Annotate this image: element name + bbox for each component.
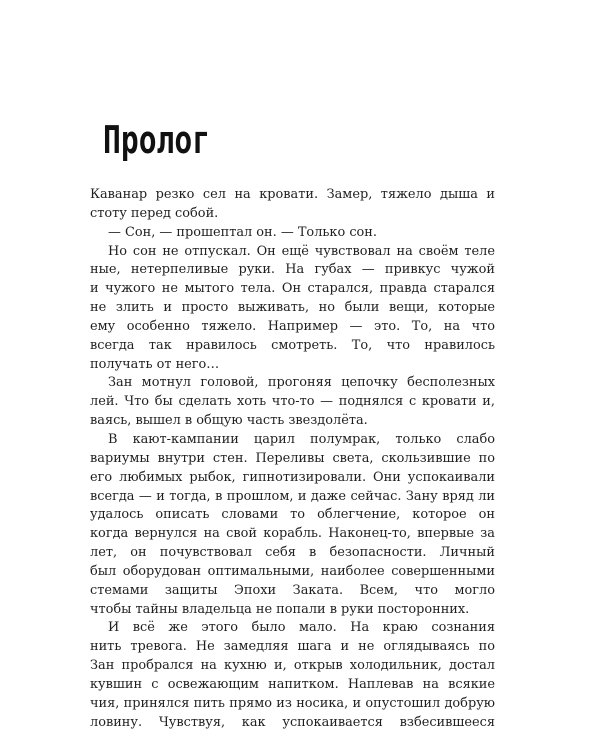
chapter-title: Пролог	[103, 118, 211, 162]
paragraph	[90, 186, 495, 224]
chapter-body	[90, 186, 495, 732]
text-line: кувшин с освежающим напитком. Наплевав на всякие	[90, 676, 495, 692]
text-line: лет, он почувствовал себя в безопасности. Личный	[90, 545, 495, 561]
paragraph	[90, 619, 495, 732]
text-line: всегда так нравилось смотреть. То, что нравилось	[90, 337, 495, 353]
text-line: стоту перед собой.	[90, 205, 219, 221]
text-line: Зан мотнул головой, прогоняя цепочку бесполезных	[108, 375, 495, 391]
text-line: ные, нетерпеливые руки. На губах — привкус чужой	[90, 262, 495, 278]
text-line: чия, принялся пить прямо из носика, и опустошил добрую	[90, 695, 495, 711]
text-line: получать от него…	[90, 356, 220, 372]
text-line: лей. Что бы сделать хоть что-то — поднялся с кровати и,	[90, 394, 495, 410]
text-line: И всё же этого было мало. На краю сознания	[108, 620, 495, 636]
text-line: удалось описать словами то облегчение, которое он	[90, 507, 495, 523]
text-line: стемами защиты Эпохи Заката. Всем, что могло	[90, 582, 495, 598]
text-line: когда вернулся на свой корабль. Наконец-то, впервые за	[90, 526, 495, 542]
paragraph	[90, 243, 495, 375]
text-line: Каванар резко сел на кровати. Замер, тяжело дыша и	[90, 187, 495, 202]
text-line: Но сон не отпускал. Он ещё чувствовал на своём теле	[108, 243, 495, 259]
text-line: ваясь, вышел в общую часть звездолёта.	[90, 413, 368, 429]
text-line: чтобы тайны владельца не попали в руки посторонних.	[90, 601, 470, 617]
text-line: ему особенно тяжело. Например — это. То, на что	[90, 318, 495, 334]
text-line: В кают-кампании царил полумрак, только слабо	[108, 431, 495, 447]
text-line: Зан пробрался на кухню и, открыв холодильник, достал	[90, 658, 495, 674]
text-line: ловину. Чувствуя, как успокаивается взбесившееся	[90, 714, 495, 730]
text-line: не злить и просто выживать, но были вещи, которые	[90, 300, 495, 316]
text-line: всегда — и тогда, в прошлом, и даже сейчас. Зану вряд ли	[90, 488, 495, 504]
text-line: был оборудован оптимальными, наиболее совершенными	[90, 563, 495, 579]
text-line: его любимых рыбок, гипнотизировали. Они успокаивали	[90, 469, 495, 485]
text-line: и чужого не мытого тела. Он старался, правда старался	[90, 281, 495, 297]
paragraph	[90, 431, 495, 619]
paragraph	[90, 374, 495, 431]
text-line: — Сон, — прошептал он. — Только сон.	[108, 224, 377, 240]
text-line: вариумы внутри стен. Переливы света, скользившие по	[90, 450, 495, 466]
paragraph	[90, 224, 495, 243]
text-line: нить тревога. Не замедляя шага и не оглядываясь по	[90, 639, 495, 655]
